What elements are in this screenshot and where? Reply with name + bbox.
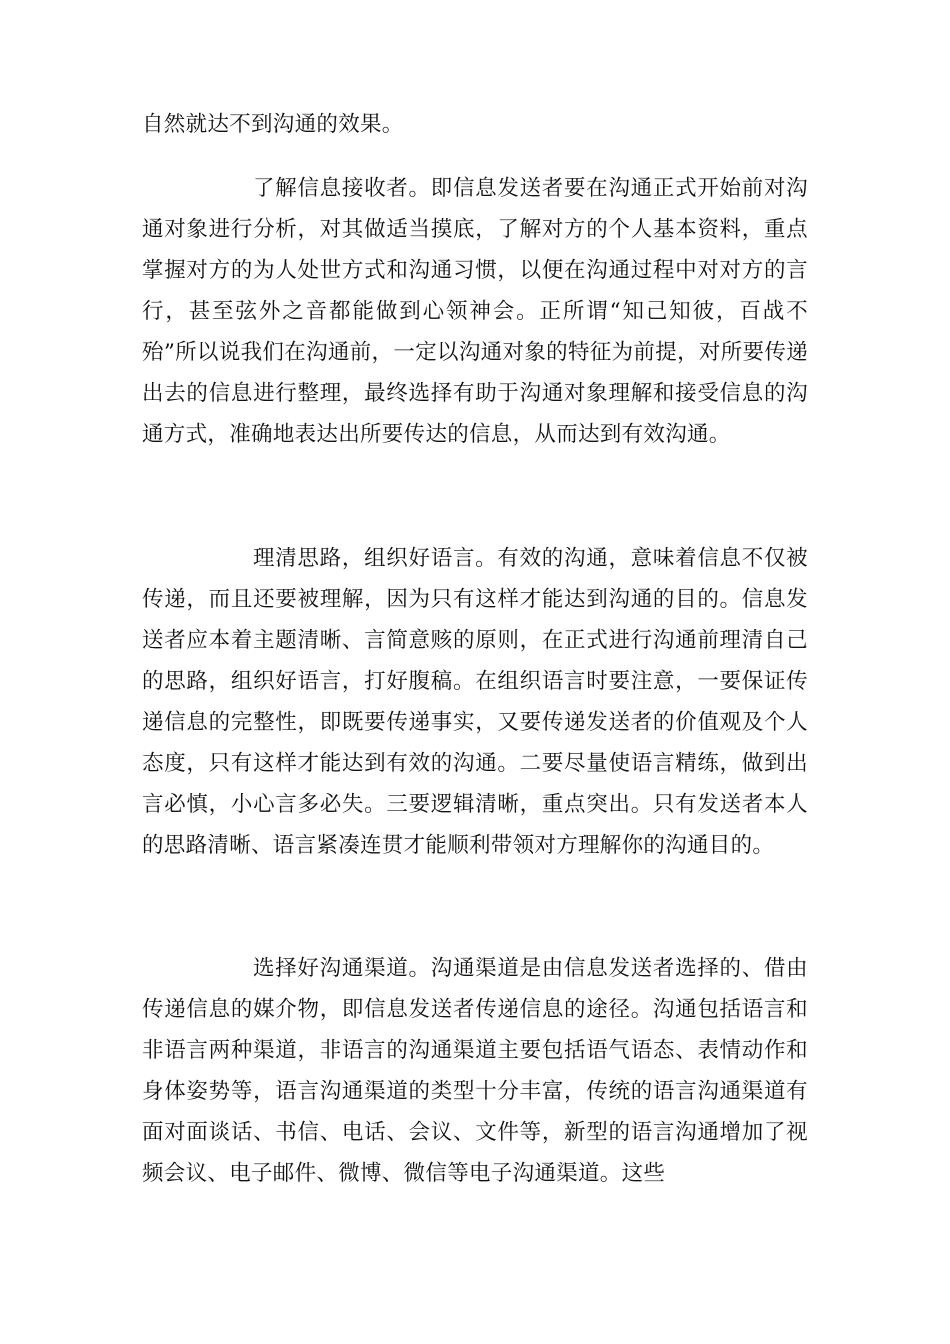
paragraph-choose-channel: 选择好沟通渠道。沟通渠道是由信息发送者选择的、借由传递信息的媒介物，即信息发送者传递信息的途径。沟通包括语言和非语言两种渠道，非语言的沟通渠道主要包括语气语态、表情动作和身体姿势等，语言沟通渠道的类型十分丰富，传统的语言沟通渠道有面对面谈话、书信、电话、会议、文件等，新型的语言沟通增加了视频会议、电子邮件、微博、微信等电子沟通渠道。这些 <box>142 956 808 1186</box>
paragraph-know-receiver: 了解信息接收者。即信息发送者要在沟通正式开始前对沟通对象进行分析，对其做适当摸底，了解对方的个人基本资料，重点掌握对方的为人处世方式和沟通习惯，以便在沟通过程中对对方的言行，甚至弦外之音都能做到心领神会。正所谓“知己知彼，百战不殆”所以说我们在沟通前，一定以沟通对象的特征为前提，对所要传递出去的信息进行整理，最终选择有助于沟通对象理解和接受信息的沟通方式，准确地表达出所要传达的信息，从而达到有效沟通。 <box>142 176 808 447</box>
paragraph-continuation: 自然就达不到沟通的效果。 <box>142 112 404 137</box>
paragraph-organize-language: 理清思路，组织好语言。有效的沟通，意味着信息不仅被传递，而且还要被理解，因为只有这样才能达到沟通的目的。信息发送者应本着主题清晰、言简意赅的原则，在正式进行沟通前理清自己的思路，组织好语言，打好腹稿。在组织语言时要注意，一要保证传递信息的完整性，即既要传递事实，又要传递发送者的价值观及个人态度，只有这样才能达到有效的沟通。二要尽量使语言精练，做到出言必慎，小心言多必失。三要逻辑清晰，重点突出。只有发送者本人的思路清晰、语言紧凑连贯才能顺利带领对方理解你的沟通目的。 <box>142 546 808 858</box>
